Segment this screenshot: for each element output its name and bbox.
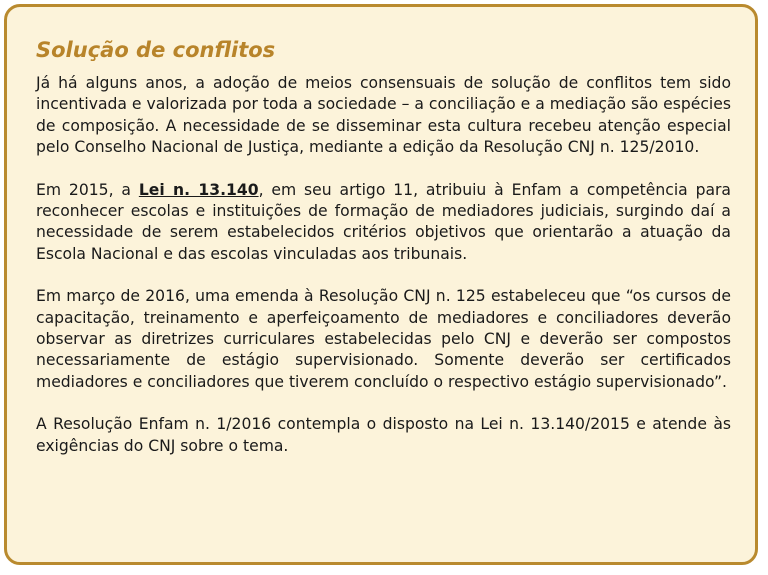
info-card [4,4,758,565]
paragraph-law-before: Em 2015, a [36,180,139,199]
paragraph-law [36,180,731,266]
card-title: Solução de conflitos [36,38,276,62]
paragraph-intro: Já há alguns anos, a adoção de meios consensuais de solução de conflitos tem sido incentivada e valorizada por toda a sociedade – a conciliação e a mediação são espécies de composição. A necessidade de se disseminar esta cultura recebeu atenção especial pelo Conselho Nacional de Justiça, mediante a edição da Resolução CNJ n. 125/2010. [36,74,731,157]
law-13140-link[interactable]: Lei n. 13.140 [138,180,259,199]
paragraph-law-after: , em seu artigo 11, atribuiu à Enfam a competência para reconhecer escolas e instituições de formação de mediadores judiciais, surgindo daí a necessidade de serem estabelecidos critérios objetivos que orientarão a atuação da Escola Nacional e das escolas vinculadas aos tribunais. [36,180,731,263]
paragraph-resolution: A Resolução Enfam n. 1/2016 contempla o disposto na Lei n. 13.140/2015 e atende às exigências do CNJ sobre o tema. [36,415,731,455]
paragraph-amendment: Em março de 2016, uma emenda à Resolução CNJ n. 125 estabeleceu que “os cursos de capacitação, treinamento e aperfeiçoamento de mediadores e conciliadores deverão observar as diretrizes curriculares estabelecidas pelo CNJ e deverão ser compostos necessariamente de estágio supervisionado. Somente deverão ser certificados mediadores e conciliadores que tiverem concluído o respectivo estágio supervisionado”. [36,287,731,391]
